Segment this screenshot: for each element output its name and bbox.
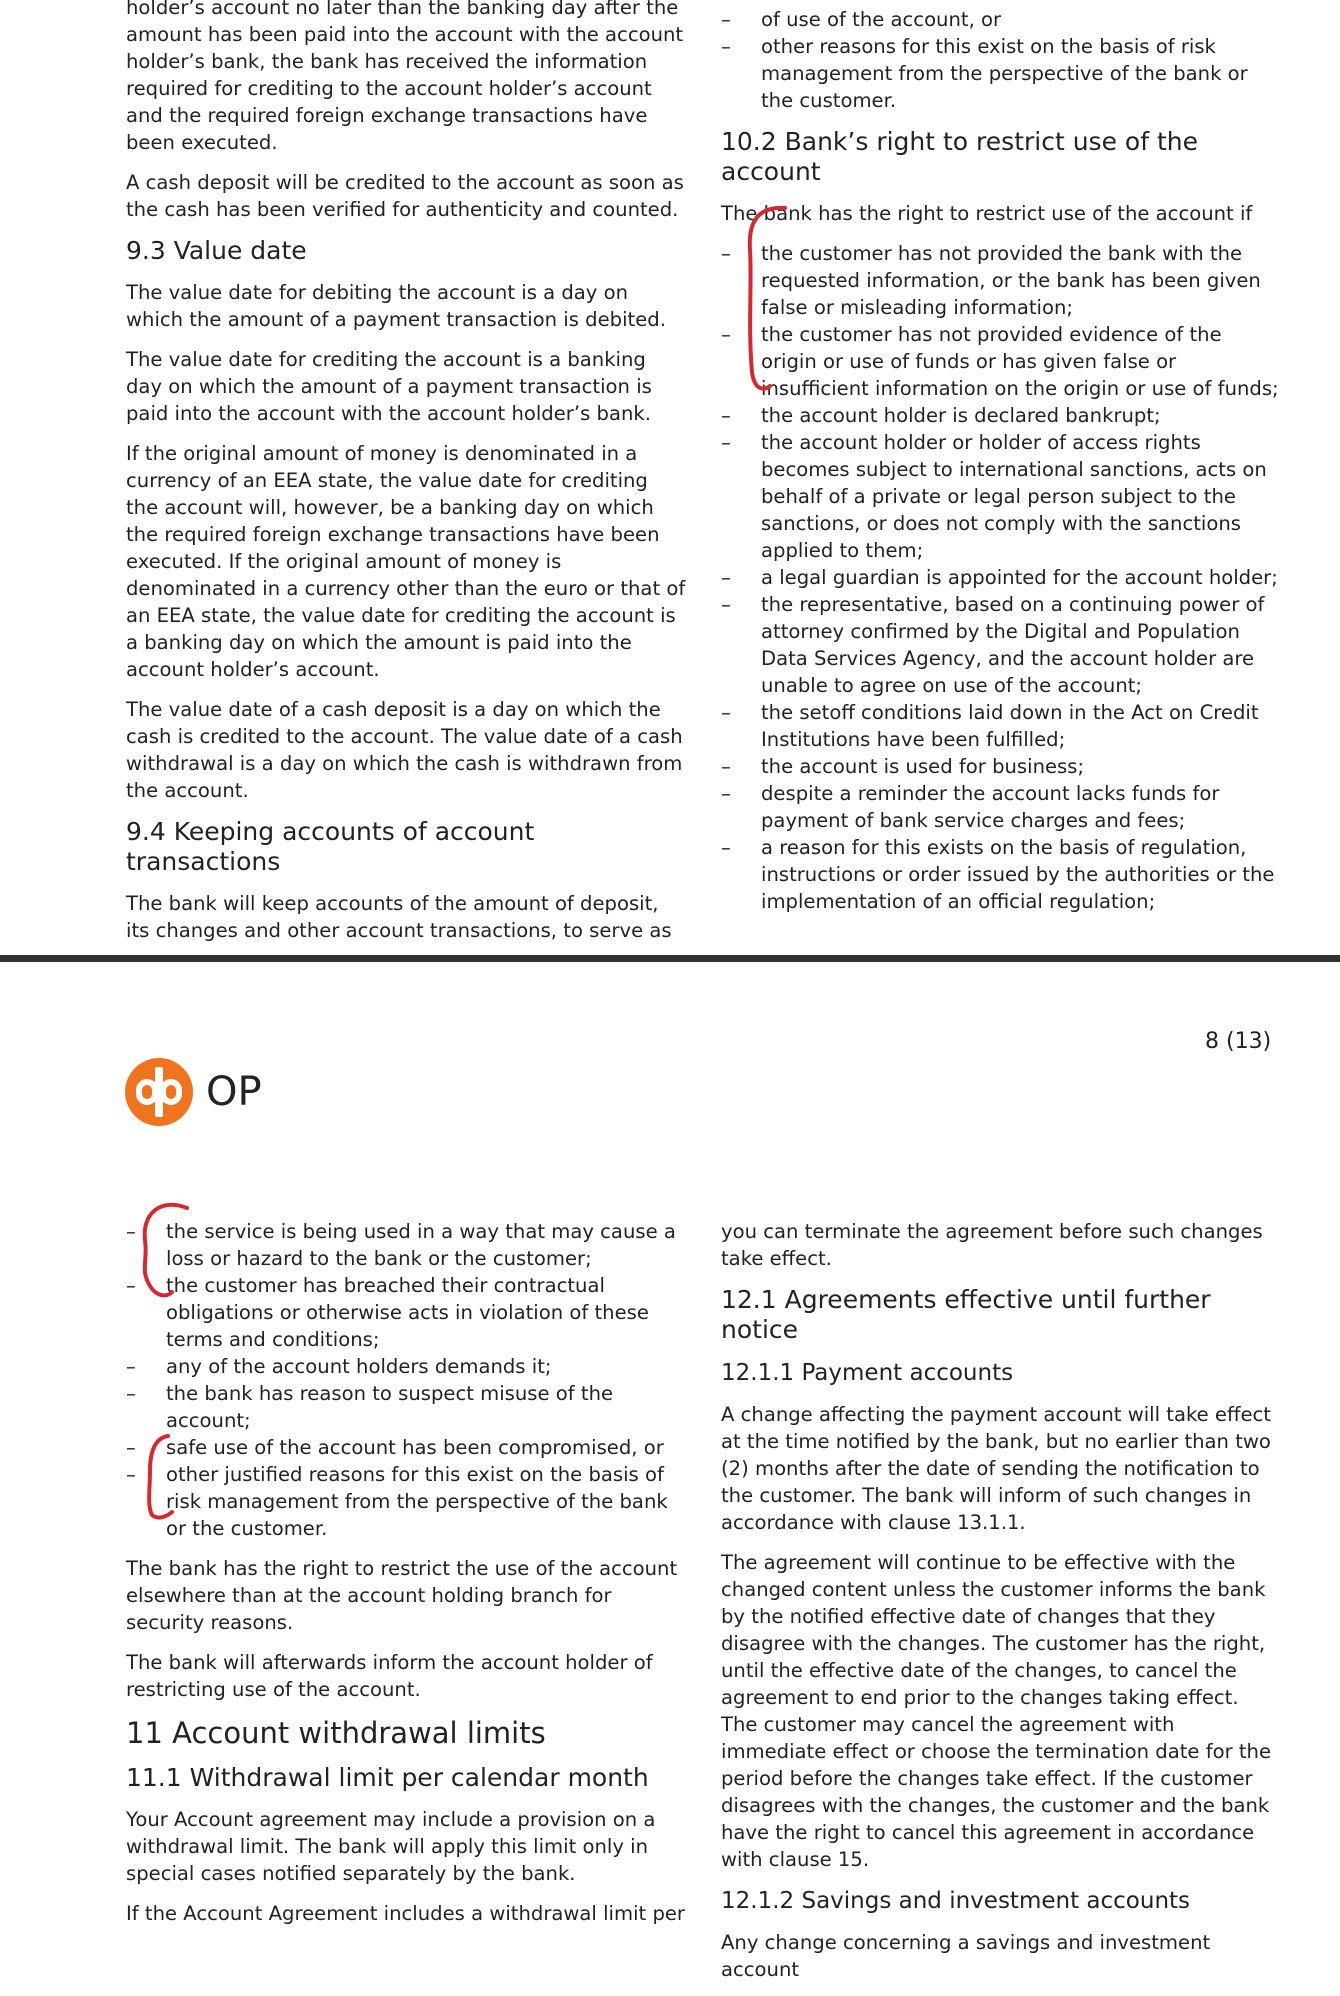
list-item: – other reasons for this exist on the basis of risk management from the perspective of the bank or the customer. (721, 33, 1281, 114)
list-item: – the customer has not provided evidence of the origin or use of funds or has given false or insufficient information on the origin or use of funds; (721, 321, 1281, 402)
paragraph-terminate: you can terminate the agreement before such changes take effect. (721, 1220, 1263, 1270)
paragraph-crediting: holder’s account no later than the banking day after the amount has been paid into the account with the account holder’s bank, the bank has received the information required for crediting to the account holder’s account and the required foreign exchange transactions have been executed. (126, 0, 684, 154)
list-item: – despite a reminder the account lacks funds for payment of bank service charges and fees; (721, 780, 1281, 834)
list-item: – the customer has not provided the bank with the requested information, or the bank has been given false or misleading information; (721, 240, 1281, 321)
paragraph-agreement-continue: The agreement will continue to be effective with the changed content unless the customer informs the bank by the notified effective date of changes that they disagree with the changes. The customer has the right, until the effective date of the changes, to cancel the agreement to end prior to the changes taking effect. The customer may cancel the agreement with immediate effect or choose the termination date for the period before the changes take effect. If the customer disagrees with the changes, the customer and the bank have the right to cancel this agreement in accordance with clause 15. (721, 1551, 1272, 1871)
list-top-items (721, 6, 1281, 114)
list-item: – a reason for this exists on the basis of regulation, instructions or order issued by the authorities or the implementation of an official regulation; (721, 834, 1281, 915)
heading-11-1: 11.1 Withdrawal limit per calendar month (126, 1763, 649, 1792)
list-item: – the representative, based on a continuing power of attorney confirmed by the Digital and Population Data Services Agency, and the account holder are unable to agree on use of the account; (721, 591, 1281, 699)
heading-12-1-1: 12.1.1 Payment accounts (721, 1360, 1014, 1386)
list-item: – the setoff conditions laid down in the Act on Credit Institutions have been fulfilled; (721, 699, 1281, 753)
page1-left-column (126, 0, 686, 957)
paragraph-value-date-eea: If the original amount of money is denominated in a currency of an EEA state, the value date for crediting the account will, however, be a banking day on which the required foreign exchange transactions have been executed. If the original amount of money is denominated in a currency other than the euro or that of an EEA state, the value date for crediting the account is a banking day on which the amount is paid into the account holder’s account. (126, 442, 686, 681)
heading-12-1-2: 12.1.2 Savings and investment accounts (721, 1888, 1191, 1914)
page-number: 8 (13) (1205, 1029, 1272, 1054)
heading-9-4: 9.4 Keeping accounts of account transactions (126, 817, 535, 876)
heading-10-2: 10.2 Bank’s right to restrict use of the account (721, 127, 1198, 186)
heading-12-1: 12.1 Agreements effective until further notice (721, 1285, 1211, 1344)
page-divider (0, 955, 1340, 962)
page1-right-column (721, 6, 1281, 928)
list-restrict-reasons (721, 240, 1281, 915)
list-item: – the account holder or holder of access rights becomes subject to international sanctions, acts on behalf of a private or legal person subject to the sanctions, or does not comply with the sanctions applied to them; (721, 429, 1281, 564)
list-item: – the customer has breached their contractual obligations or otherwise acts in violation of these terms and conditions; (126, 1272, 686, 1353)
page2-left-column (126, 1218, 686, 1940)
heading-11: 11 Account withdrawal limits (126, 1716, 546, 1750)
paragraph-value-date-cash: The value date of a cash deposit is a day on which the cash is credited to the account. The value date of a cash withdrawal is a day on which the cash is withdrawn from the account. (126, 698, 683, 802)
paragraph-value-date-credit: The value date for crediting the account is a banking day on which the amount of a payment transaction is paid into the account with the account holder’s bank. (126, 348, 652, 425)
list-item: – the service is being used in a way that may cause a loss or hazard to the bank or the customer; (126, 1218, 686, 1272)
list-item: – any of the account holders demands it; (126, 1353, 686, 1380)
list-item: – other justified reasons for this exist on the basis of risk management from the perspective of the bank or the customer. (126, 1461, 686, 1542)
list-item: – the bank has reason to suspect misuse of the account; (126, 1380, 686, 1434)
paragraph-cash-deposit: A cash deposit will be credited to the account as soon as the cash has been verified for authenticity and counted. (126, 171, 684, 221)
heading-9-3: 9.3 Value date (126, 236, 307, 265)
list-restrict-reasons-cont (126, 1218, 686, 1542)
paragraph-restrict-branch: The bank has the right to restrict the use of the account elsewhere than at the account holding branch for security reasons. (126, 1557, 678, 1634)
list-item: – of use of the account, or (721, 6, 1281, 33)
list-item: – a legal guardian is appointed for the account holder; (721, 564, 1281, 591)
paragraph-withdrawal-limit-cont: If the Account Agreement includes a withdrawal limit per (126, 1902, 685, 1925)
list-item: – the account is used for business; (721, 753, 1281, 780)
logo-text: OP (206, 1069, 262, 1115)
op-logo-icon (124, 1057, 194, 1127)
paragraph-keeping-accounts: The bank will keep accounts of the amount of deposit, its changes and other account transactions, to serve as (126, 892, 672, 942)
paragraph-value-date-debit: The value date for debiting the account is a day on which the amount of a payment transaction is debited. (126, 281, 666, 331)
op-logo (124, 1057, 262, 1127)
list-item: – the account holder is declared bankrupt; (721, 402, 1281, 429)
paragraph-payment-change: A change affecting the payment account will take effect at the time notified by the bank, but no earlier than two (2) months after the date of sending the notification to the customer. The bank will inform of such changes in accordance with clause 13.1.1. (721, 1403, 1271, 1534)
list-item: – safe use of the account has been compromised, or (126, 1434, 686, 1461)
paragraph-withdrawal-limit: Your Account agreement may include a provision on a withdrawal limit. The bank will apply this limit only in special cases notified separately by the bank. (126, 1808, 656, 1885)
paragraph-savings-change: Any change concerning a savings and investment account (721, 1931, 1211, 1981)
paragraph-inform-holder: The bank will afterwards inform the account holder of restricting use of the account. (126, 1651, 653, 1701)
page2-right-column (721, 1218, 1281, 1996)
paragraph-restrict-intro: The bank has the right to restrict use of the account if (721, 202, 1253, 225)
